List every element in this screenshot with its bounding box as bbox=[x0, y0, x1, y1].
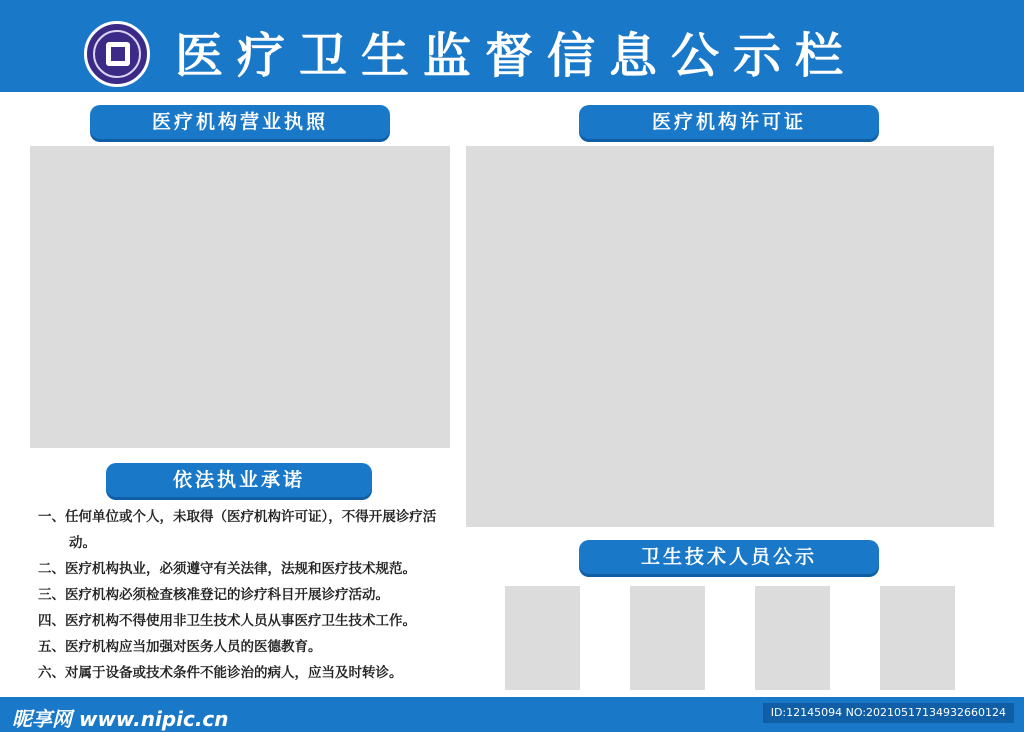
commitment-label: 依法执业承诺 bbox=[106, 463, 372, 497]
staff-label: 卫生技术人员公示 bbox=[579, 540, 879, 574]
commitment-item: 六、对属于设备或技术条件不能诊治的病人，应当及时转诊。 bbox=[38, 665, 403, 681]
staff-photo-placeholder bbox=[630, 586, 705, 690]
practice-license-label: 医疗机构许可证 bbox=[579, 105, 879, 139]
watermark-text: 昵享网 www.nipic.cn bbox=[12, 707, 229, 731]
staff-photo-placeholder bbox=[755, 586, 830, 690]
commitment-item: 一、任何单位或个人，未取得（医疗机构许可证），不得开展诊疗活动。 bbox=[38, 509, 437, 551]
commitment-item: 二、医疗机构执业，必须遵守有关法律，法规和医疗技术规范。 bbox=[38, 561, 416, 577]
commitment-list bbox=[38, 504, 458, 686]
commitment-item: 三、医疗机构必须检查核准登记的诊疗科目开展诊疗活动。 bbox=[38, 587, 389, 603]
staff-photo-placeholder bbox=[880, 586, 955, 690]
health-emblem-icon bbox=[84, 21, 150, 87]
watermark-id: ID:12145094 NO:20210517134932660124 bbox=[763, 703, 1014, 723]
practice-license-placeholder bbox=[466, 146, 994, 527]
staff-photo-placeholder bbox=[505, 586, 580, 690]
business-license-placeholder bbox=[30, 146, 450, 448]
page-title: 医疗卫生监督信息公示栏 bbox=[175, 28, 858, 84]
business-license-label: 医疗机构营业执照 bbox=[90, 105, 390, 139]
commitment-item: 四、医疗机构不得使用非卫生技术人员从事医疗卫生技术工作。 bbox=[38, 613, 416, 629]
emblem-core bbox=[106, 42, 130, 66]
commitment-item: 五、医疗机构应当加强对医务人员的医德教育。 bbox=[38, 639, 322, 655]
header-banner bbox=[0, 0, 1024, 92]
